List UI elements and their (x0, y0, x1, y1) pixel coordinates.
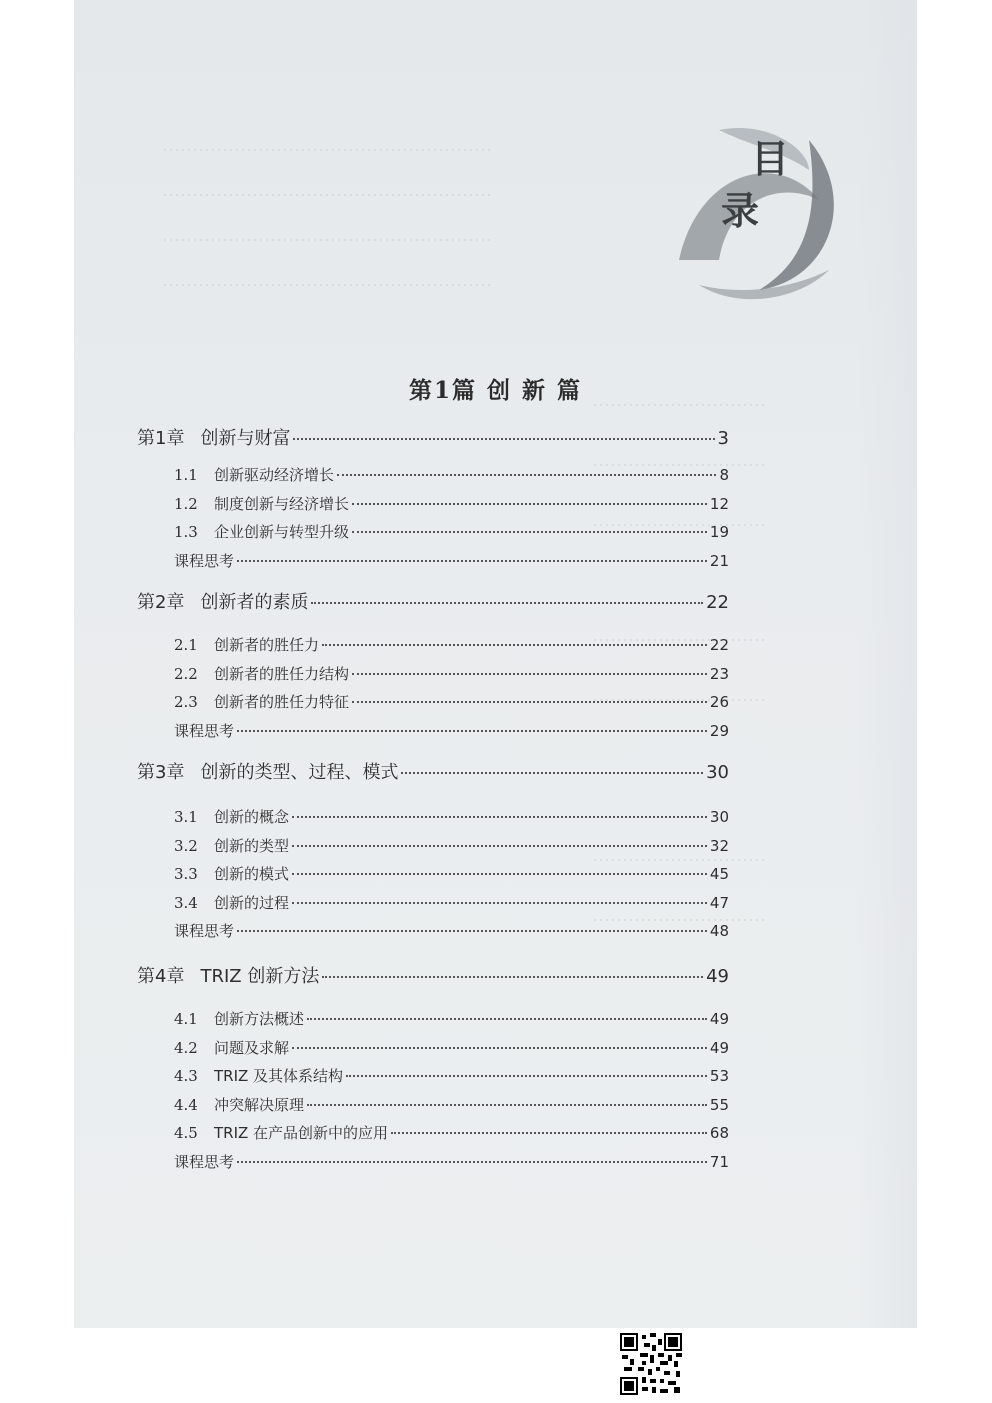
section-title: 创新者的胜任力 (214, 636, 320, 654)
section-title: 创新的过程 (214, 893, 290, 912)
section-number: 2.2 (174, 664, 198, 683)
qr-code-icon (620, 1333, 682, 1395)
section-label (174, 863, 289, 884)
section-title: 制度创新与经济增长 (214, 494, 350, 513)
section-title: 冲突解决原理 (214, 1095, 305, 1114)
chapter-label (137, 588, 308, 614)
leader-dots (401, 772, 703, 774)
chapter-title: 创新者的素质 (200, 592, 309, 613)
section-number: 3.3 (174, 865, 198, 883)
chapter-page-number: 30 (706, 762, 729, 783)
section-page-number: 68 (709, 1124, 729, 1142)
section-label (174, 1037, 289, 1058)
chapter-number: 第4章 (137, 966, 185, 987)
section-page-number: 29 (709, 721, 729, 740)
section-number: 4.1 (174, 1010, 198, 1028)
section-page-number: 55 (709, 1095, 729, 1114)
leader-dots (311, 602, 703, 604)
leader-dots (322, 976, 703, 978)
section-label (174, 521, 349, 542)
leader-dots (391, 1132, 707, 1134)
leader-dots (322, 644, 707, 646)
section-title: 创新的模式 (214, 865, 290, 883)
section-label (174, 1122, 388, 1143)
book-page (74, 0, 917, 1328)
leader-dots (352, 673, 707, 675)
section-label (174, 720, 234, 741)
section-page-number: 53 (709, 1067, 729, 1085)
leader-dots (237, 730, 707, 732)
leader-dots (292, 902, 707, 904)
section-label (174, 835, 289, 856)
toc-section-row[interactable] (174, 1122, 729, 1143)
section-page-number: 32 (709, 836, 729, 855)
toc-review-row[interactable] (174, 920, 729, 941)
toc-section-row[interactable] (174, 892, 729, 913)
leader-dots (352, 531, 707, 533)
leader-dots (352, 503, 707, 505)
section-label (174, 1151, 234, 1172)
section-label (174, 892, 289, 913)
section-label (174, 806, 289, 827)
section-page-number: 45 (709, 865, 729, 883)
section-title: 创新者的胜任力结构 (214, 664, 350, 683)
section-number: 2.1 (174, 636, 198, 654)
toc-section-row[interactable] (174, 464, 729, 485)
section-number: 1.1 (174, 466, 198, 484)
section-number: 1.2 (174, 494, 198, 513)
part-title: 第1篇 创 新 篇 (408, 377, 583, 404)
section-page-number: 21 (709, 551, 729, 570)
section-page-number: 8 (719, 466, 729, 484)
section-label (174, 663, 349, 684)
leader-dots (307, 1018, 707, 1020)
section-number: 1.3 (174, 523, 198, 541)
section-page-number: 22 (709, 636, 729, 654)
toc-section-row[interactable] (174, 835, 729, 856)
section-title: 创新驱动经济增长 (214, 466, 335, 484)
section-title: 创新的类型 (214, 836, 290, 855)
leader-dots (292, 873, 707, 875)
chapter-label (137, 424, 290, 450)
section-label (174, 1008, 304, 1029)
section-number: 3.4 (174, 893, 198, 912)
toc-review-row[interactable] (174, 720, 729, 741)
chapter-page-number: 22 (706, 592, 729, 613)
toc-section-row[interactable] (174, 1008, 729, 1029)
corner-char-lu: 录 (721, 189, 760, 233)
section-number: 3.2 (174, 836, 198, 855)
section-number: 4.2 (174, 1038, 198, 1057)
section-label (174, 634, 319, 655)
leader-dots (237, 560, 707, 562)
toc-swirl-logo (659, 110, 859, 310)
chapter-number: 第1章 (137, 428, 185, 449)
toc-review-row[interactable] (174, 550, 729, 571)
toc-chapter-row[interactable] (137, 758, 729, 784)
section-number: 4.4 (174, 1095, 198, 1114)
chapter-title: TRIZ 创新方法 (200, 966, 320, 987)
section-label (174, 1094, 304, 1115)
section-title: 企业创新与转型升级 (214, 523, 350, 541)
section-page-number: 12 (709, 494, 729, 513)
section-title: 创新的概念 (214, 808, 290, 826)
toc-section-row[interactable] (174, 691, 729, 712)
leader-dots (237, 1161, 707, 1163)
section-page-number: 49 (709, 1038, 729, 1057)
section-number: 2.3 (174, 693, 198, 711)
section-label (174, 1065, 343, 1086)
corner-char-mu: 目 (751, 137, 790, 181)
leader-dots (337, 474, 716, 476)
chapter-label (137, 962, 319, 988)
toc-section-row[interactable] (174, 663, 729, 684)
toc-section-row[interactable] (174, 1094, 729, 1115)
leader-dots (346, 1075, 707, 1077)
section-number: 4.5 (174, 1124, 198, 1142)
toc-chapter-row[interactable] (137, 424, 729, 450)
toc-section-row[interactable] (174, 521, 729, 542)
leader-dots (352, 701, 707, 703)
section-title: TRIZ 在产品创新中的应用 (214, 1124, 389, 1142)
chapter-label (137, 758, 398, 784)
section-page-number: 19 (709, 523, 729, 541)
leader-dots (292, 845, 707, 847)
section-label (174, 493, 349, 514)
section-title: 问题及求解 (214, 1038, 290, 1057)
chapter-title: 创新的类型、过程、模式 (200, 762, 399, 783)
toc-section-row[interactable] (174, 493, 729, 514)
leader-dots (292, 816, 707, 818)
leader-dots (292, 1047, 707, 1049)
section-page-number: 23 (709, 664, 729, 683)
section-label (174, 550, 234, 571)
section-page-number: 49 (709, 1010, 729, 1028)
toc-section-row[interactable] (174, 1037, 729, 1058)
chapter-number: 第2章 (137, 592, 185, 613)
section-page-number: 48 (709, 922, 729, 940)
section-title: 课程思考 (174, 1152, 235, 1171)
toc-section-row[interactable] (174, 863, 729, 884)
section-label (174, 691, 349, 712)
section-title: 创新方法概述 (214, 1010, 305, 1028)
leader-dots (293, 438, 714, 440)
section-title: TRIZ 及其体系结构 (214, 1067, 344, 1085)
section-number: 4.3 (174, 1067, 198, 1085)
toc-section-row[interactable] (174, 634, 729, 655)
toc-chapter-row[interactable] (137, 962, 729, 988)
section-title: 创新者的胜任力特征 (214, 693, 350, 711)
leader-dots (307, 1104, 707, 1106)
section-page-number: 71 (709, 1152, 729, 1171)
section-page-number: 47 (709, 893, 729, 912)
section-page-number: 26 (709, 693, 729, 711)
toc-section-row[interactable] (174, 1065, 729, 1086)
chapter-page-number: 3 (717, 428, 729, 449)
section-title: 课程思考 (174, 721, 235, 740)
section-label (174, 920, 234, 941)
section-page-number: 30 (709, 808, 729, 826)
toc-section-row[interactable] (174, 806, 729, 827)
section-title: 课程思考 (174, 551, 235, 570)
toc-chapter-row[interactable] (137, 588, 729, 614)
section-number: 3.1 (174, 808, 198, 826)
section-title: 课程思考 (174, 922, 235, 940)
leader-dots (237, 930, 707, 932)
chapter-page-number: 49 (706, 966, 729, 987)
chapter-title: 创新与财富 (200, 428, 291, 449)
toc-review-row[interactable] (174, 1151, 729, 1172)
section-label (174, 464, 334, 485)
chapter-number: 第3章 (137, 762, 185, 783)
